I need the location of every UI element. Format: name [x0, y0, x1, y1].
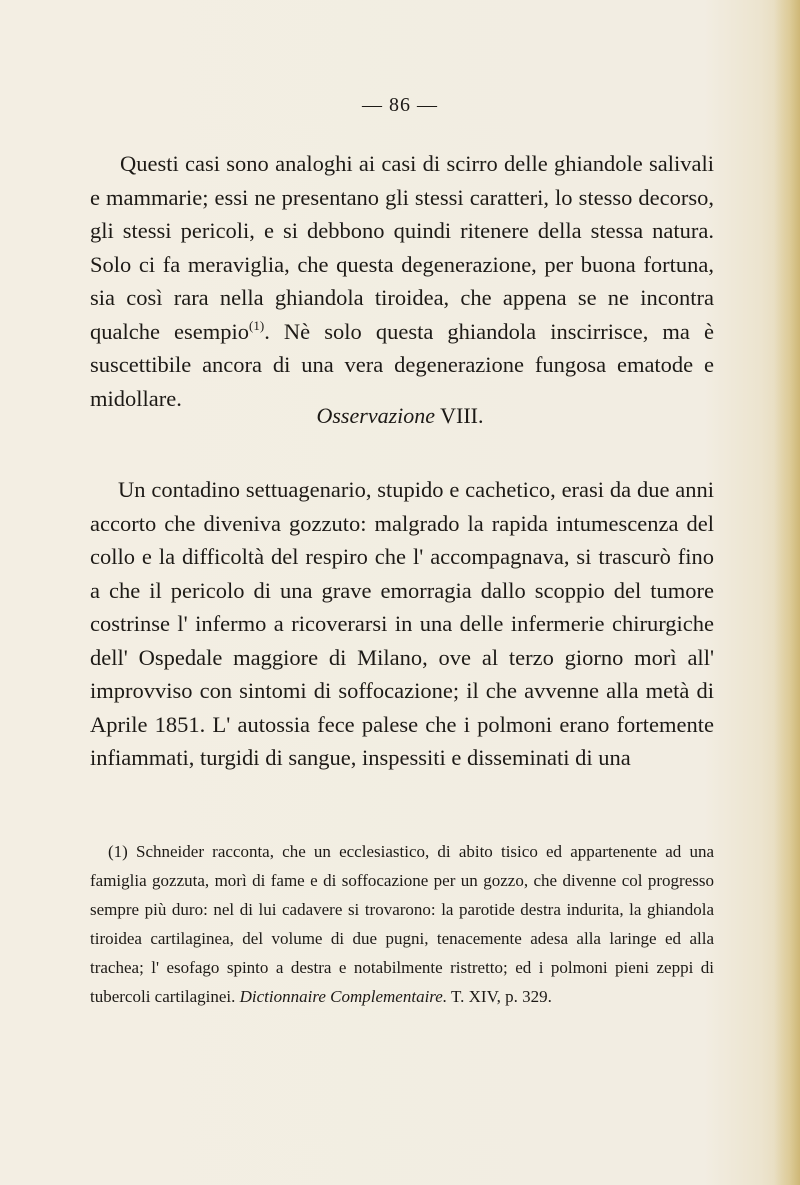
page-number: — 86 —: [362, 94, 438, 116]
paragraph-2-text: Un contadino settuagenario, stupido e cachetico, erasi da due anni accorto che diveniva gozzuto: malgrado la rapida intumescenza del collo e la difficoltà del respiro che l' accompagnava, si trascurò fino a che il pericolo di una grave emorragia dallo scoppio del tumore costrinse l' infermo a ricoverarsi in una delle infermerie chirurgiche dell' Ospedale maggiore di Milano, ove al terzo giorno morì all' improvviso con sintomi di soffocazione; il che avvenne alla metà di Aprile 1851. L' autossia fece palese che i polmoni erano fortemente infiammati, turgidi di sangue, inspessiti e disseminati di una: [90, 477, 714, 770]
heading-numeral: VIII.: [440, 403, 484, 428]
footnote-citation-volume: T. XIV, p. 329.: [447, 987, 552, 1006]
footnote: [90, 837, 714, 1011]
footnote-reference: (1): [249, 317, 265, 333]
footnote-text: (1) Schneider racconta, che un ecclesiastico, di abito tisico ed appartenente ad una famiglia gozzuta, morì di fame e di soffocazione per un gozzo, che divenne col progresso sempre più duro: nel di lui cadavere si trovarono: la parotide destra indurita, la ghiandola tiroidea cartilaginea, del volume di due pugni, tenacemente adesa alla laringe ed alla trachea; l' esofago spinto a destra e notabilmente ristretto; ed i polmoni pieni zeppi di tubercoli cartilaginei.: [90, 842, 714, 1006]
heading-title: Osservazione: [316, 403, 436, 428]
paragraph-2: [90, 473, 714, 775]
paragraph-1-continued: . Nè solo questa ghiandola inscirrisce, ma è suscettibile ancora di una vera degenerazione fungosa ematode e midollare.: [90, 318, 714, 411]
section-heading: [0, 403, 800, 429]
paragraph-1-text: Questi casi sono analoghi ai casi di scirro delle ghiandole salivali e mammarie; essi ne presentano gli stessi caratteri, lo stesso decorso, gli stessi pericoli, e si debbono quindi ritenere della stessa natura. Solo ci fa meraviglia, che questa degenerazione, per buona fortuna, sia così rara nella ghiandola tiroidea, che appena se ne incontra qualche esempio: [90, 151, 714, 344]
footnote-citation-title: Dictionnaire Complementaire.: [239, 987, 448, 1006]
paragraph-1: [90, 147, 714, 415]
page-edge-shadow: [774, 0, 800, 1185]
